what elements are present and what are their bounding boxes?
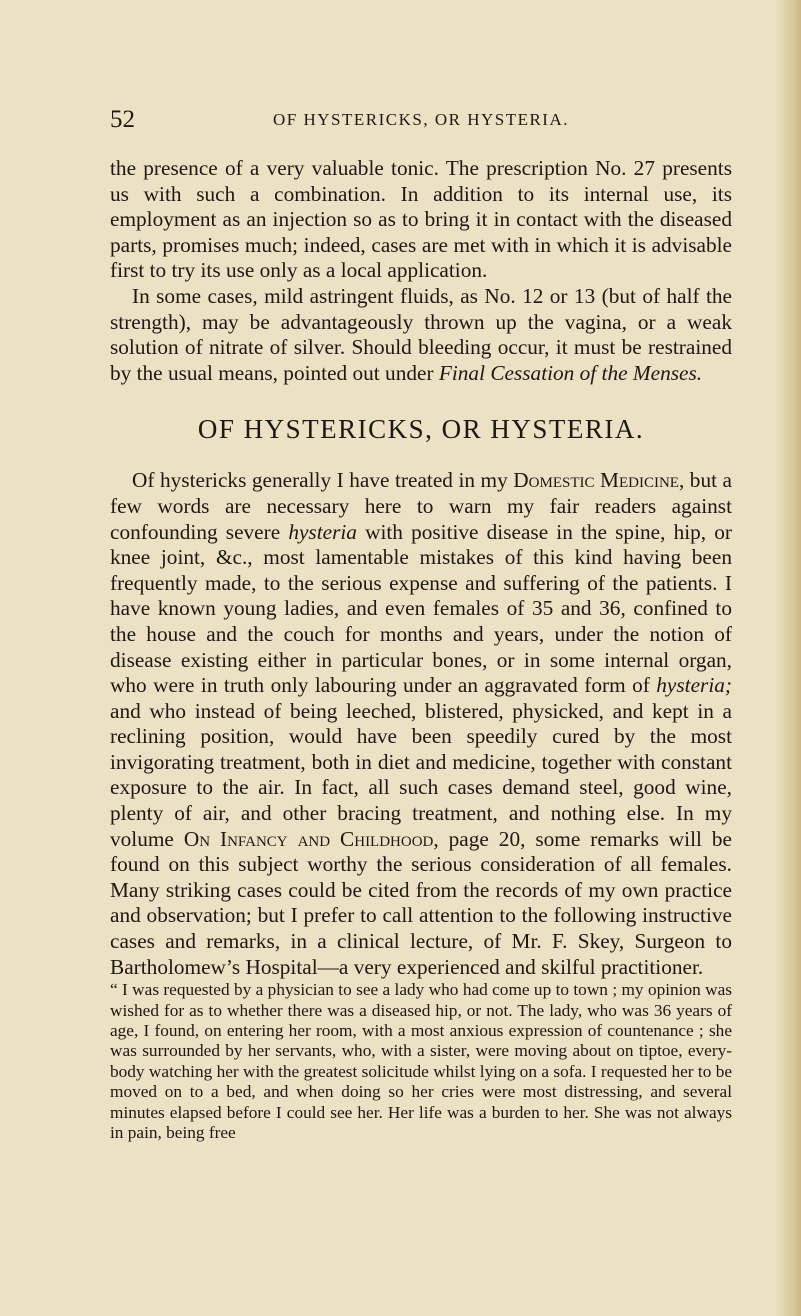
paragraph-hystericks-text-4: and who instead of being leeched, blistered, physicked, and kept in a reclining position, would have been speedily cured by the most invigorating treatment, both in diet and medicine, together with constant exposure to the air. In fact, all such cases demand steel, good wine, plenty of air, and other bracing treatment, and nothing else. In my volume (110, 698, 732, 851)
running-head: OF HYSTERICKS, OR HYSTERIA. (273, 110, 569, 129)
page-body (110, 156, 732, 1143)
paragraph-tonic-text: the presence of a very valuable tonic. The prescription No. 27 presents us with such a combination. In addition to its internal use, its employment as an injection so as to bring it in contact with the diseased parts, promises much; indeed, cases are met with in which it is advisable first to try its use only as a local application. (110, 156, 732, 283)
paragraph-tonic (110, 156, 732, 284)
page-header (110, 106, 732, 136)
section-title: OF HYSTERICKS, OR HYSTERIA. (197, 414, 645, 445)
cross-reference-final-cessation: Final Cessation of the Menses. (438, 360, 703, 385)
page-edge-shadow (775, 0, 801, 1316)
paragraph-hystericks-text-5: , page 20, some remarks will be found on this subject worthy the serious consideration of all females. Many striking cases could be cited from the records of my own practice and observation; but I prefer to call attention to the following instructive cases and remarks, in a clinical lecture, of Mr. F. Skey, Surgeon to Bartholomew’s Hospital—a very experienced and skilful practitioner. (110, 826, 732, 979)
quoted-case-footnote: “ I was requested by a physician to see a lady who had come up to town ; my opinion was wished for as to whether there was a diseased hip, or not. The lady, who was 36 years of age, I found, on entering her room, with a most anxious expression of countenance ; she was surrounded by her servants, who, with a sister, were moving about on tiptoe, every-body watching her with the greatest solicitude whilst lying on a sofa. I requested her to be moved on to a bed, and when doing so her cries were most distressing, and several minutes elapsed before I could see her. Her life was a burden to her. She was not always in pain, being free (110, 980, 732, 1143)
term-hysteria-2: hysteria; (656, 673, 732, 698)
term-hysteria: hysteria (288, 519, 357, 544)
paragraph-hystericks-text-2: , but a few words are necessary here to warn my fair readers against confounding severe (110, 468, 732, 544)
paragraph-hystericks-text-3: with positive disease in the spine, hip, or knee joint, &c., most lamentable mistakes of this kind having been frequently made, to the serious expense and suffering of the patients. I have known young ladies, and even females of 35 and 36, confined to the house and the couch for months and years, under the notion of disease existing either in particular bones, or in some internal organ, who were in truth only labouring under an aggravated form of (110, 519, 732, 698)
book-title-infancy-childhood: On Infancy and Childhood (183, 826, 434, 851)
paragraph-hystericks-text-1: Of hystericks generally I have treated in my (132, 468, 514, 493)
page-number: 52 (110, 106, 135, 133)
paragraph-astringent-text: In some cases, mild astringent fluids, as No. 12 or 13 (but of half the strength), may be advantageously thrown up the vagina, or a weak solution of nitrate of silver. Should bleeding occur, it must be restrained by the usual means, pointed out under (110, 283, 732, 385)
paragraph-astringent (110, 284, 732, 386)
paragraph-hystericks (110, 468, 732, 980)
book-title-domestic-medicine: Domestic Medicine (513, 468, 679, 493)
